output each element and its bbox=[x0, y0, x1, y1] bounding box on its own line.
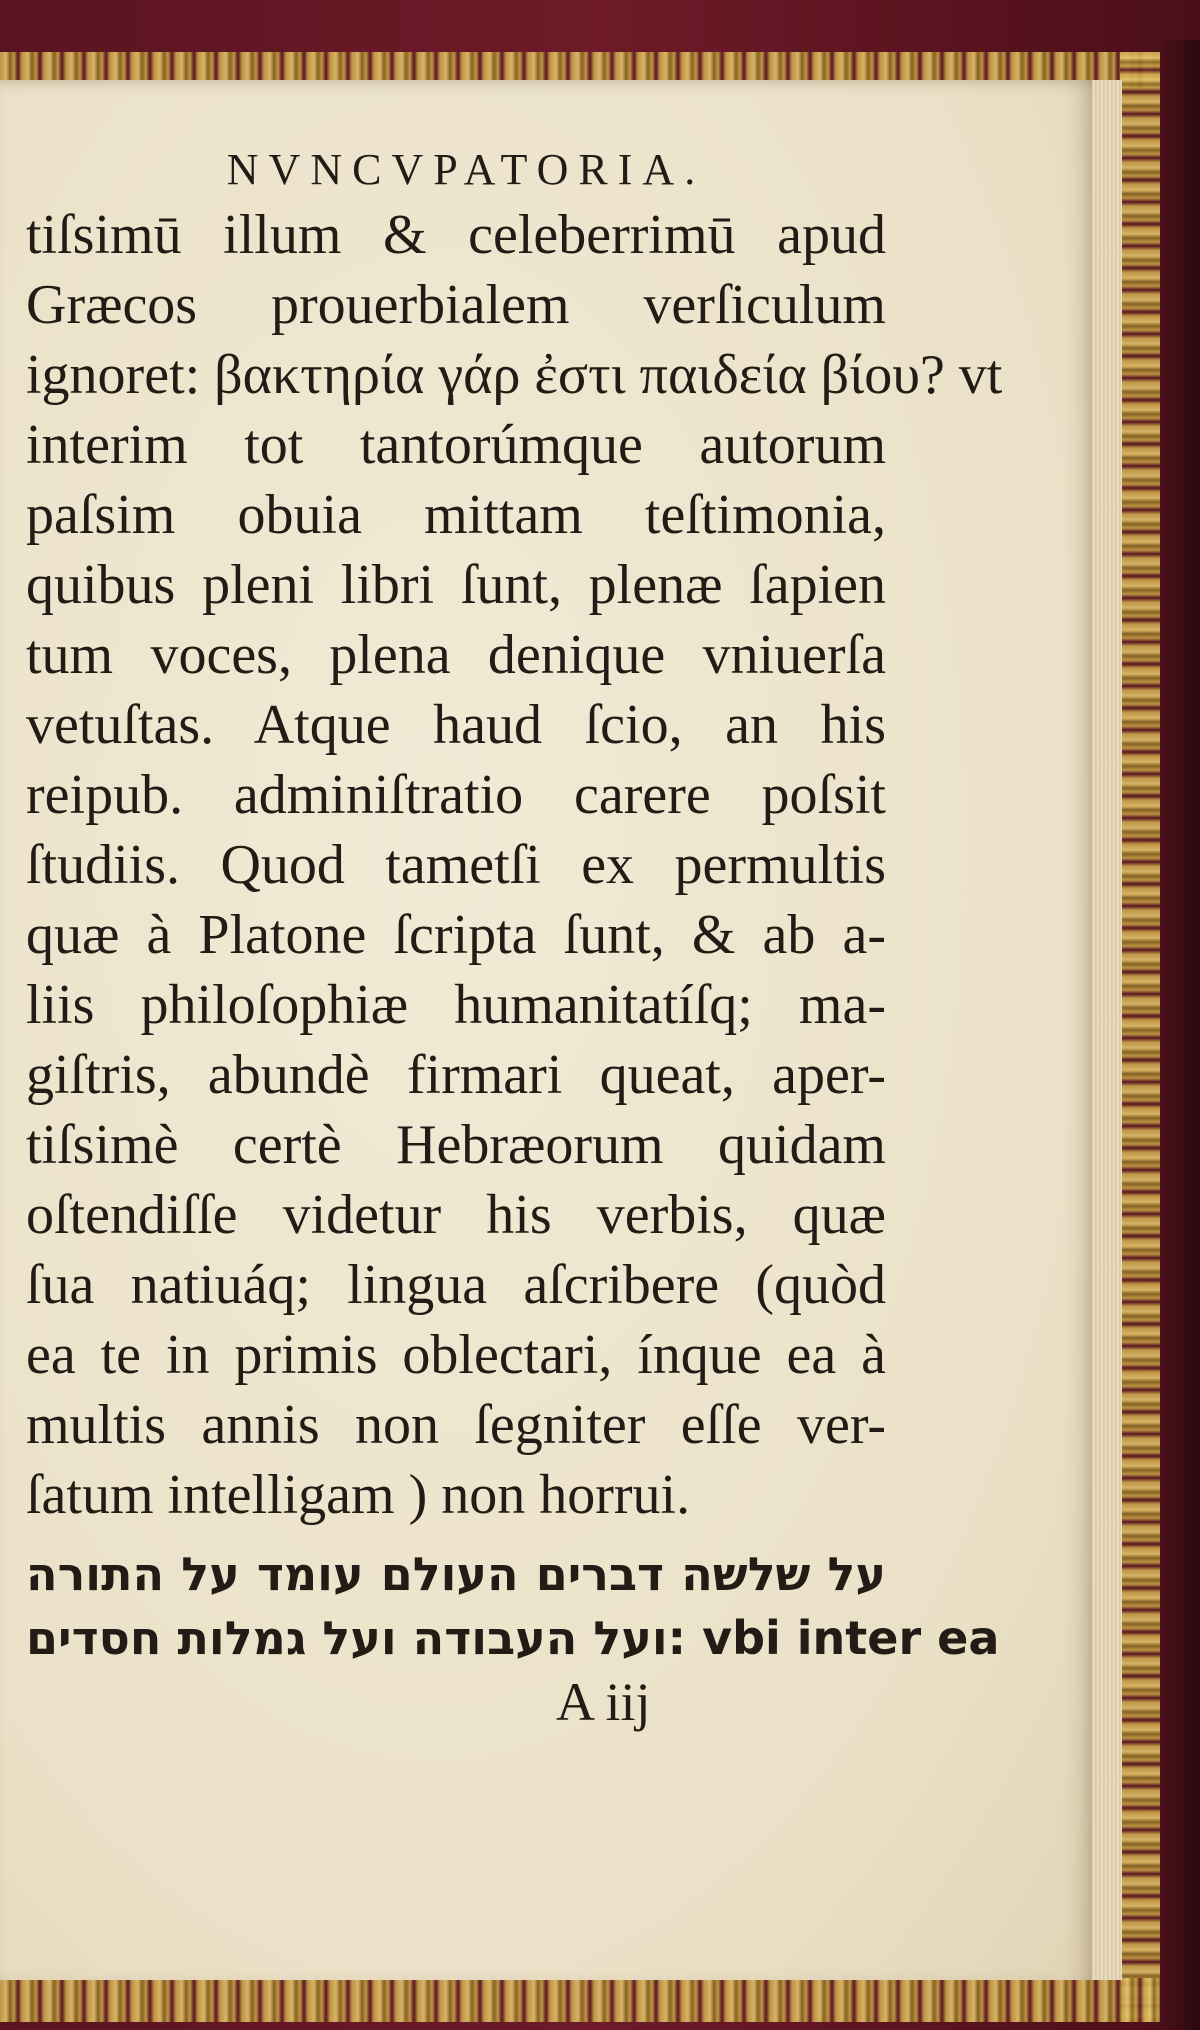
text-block bbox=[26, 140, 1003, 1734]
text-line: reipub. adminiſtratio carere poſsit bbox=[26, 764, 886, 826]
text-line: oſtendiſſe videtur his verbis, quæ bbox=[26, 1184, 886, 1246]
hebrew-line: ועל העבודה ועל גמלות חסדים: vbi inter ea bbox=[26, 1611, 1000, 1665]
text-line: ea te in primis oblectari, ínque ea à bbox=[26, 1324, 886, 1386]
text-line: tum voces, plena denique vniuerſa bbox=[26, 624, 886, 686]
text-line: quæ à Platone ſcripta ſunt, & ab a- bbox=[26, 904, 886, 966]
text-line: quibus pleni libri ſunt, plenæ ſapien bbox=[26, 554, 886, 616]
hebrew-line: על שלשה דברים העולם עומד על התורה bbox=[26, 1547, 886, 1601]
book-page bbox=[0, 80, 1092, 1980]
gilt-edge-bottom bbox=[0, 1978, 1160, 2022]
book-spine-edge bbox=[1160, 40, 1200, 2030]
text-line: tiſsimū illum & celeberrimū apud bbox=[26, 204, 886, 266]
text-line: tiſsimè certè Hebræorum quidam bbox=[26, 1114, 886, 1176]
running-header: NVNCVPATORIA. bbox=[226, 145, 706, 194]
text-line: vetuſtas. Atque haud ſcio, an his bbox=[26, 694, 886, 756]
signature-mark: A iij bbox=[556, 1672, 651, 1732]
text-line: interim tot tantorúmque autorum bbox=[26, 414, 886, 476]
text-line: ſatum intelligam ) non horrui. bbox=[26, 1464, 691, 1526]
text-line: multis annis non ſegniter eſſe ver- bbox=[26, 1394, 886, 1456]
text-line: Græcos prouerbialem verſiculum bbox=[26, 274, 886, 336]
page-block-edges bbox=[1090, 80, 1122, 1980]
text-line: ſtudiis. Quod tametſi ex permultis bbox=[26, 834, 886, 896]
text-line: ignoret: βακτηρία γάρ ἐστι παιδεία βίου? vt bbox=[26, 344, 1003, 406]
text-line: ſua natiuáq; lingua aſcribere (quòd bbox=[26, 1254, 886, 1316]
text-line: liis philoſophiæ humanitatíſq; ma- bbox=[26, 974, 886, 1036]
text-line: paſsim obuia mittam teſtimonia, bbox=[26, 484, 886, 546]
text-line: giſtris, abundè firmari queat, aper- bbox=[26, 1044, 886, 1106]
gilt-edge-right bbox=[1120, 52, 1160, 2022]
